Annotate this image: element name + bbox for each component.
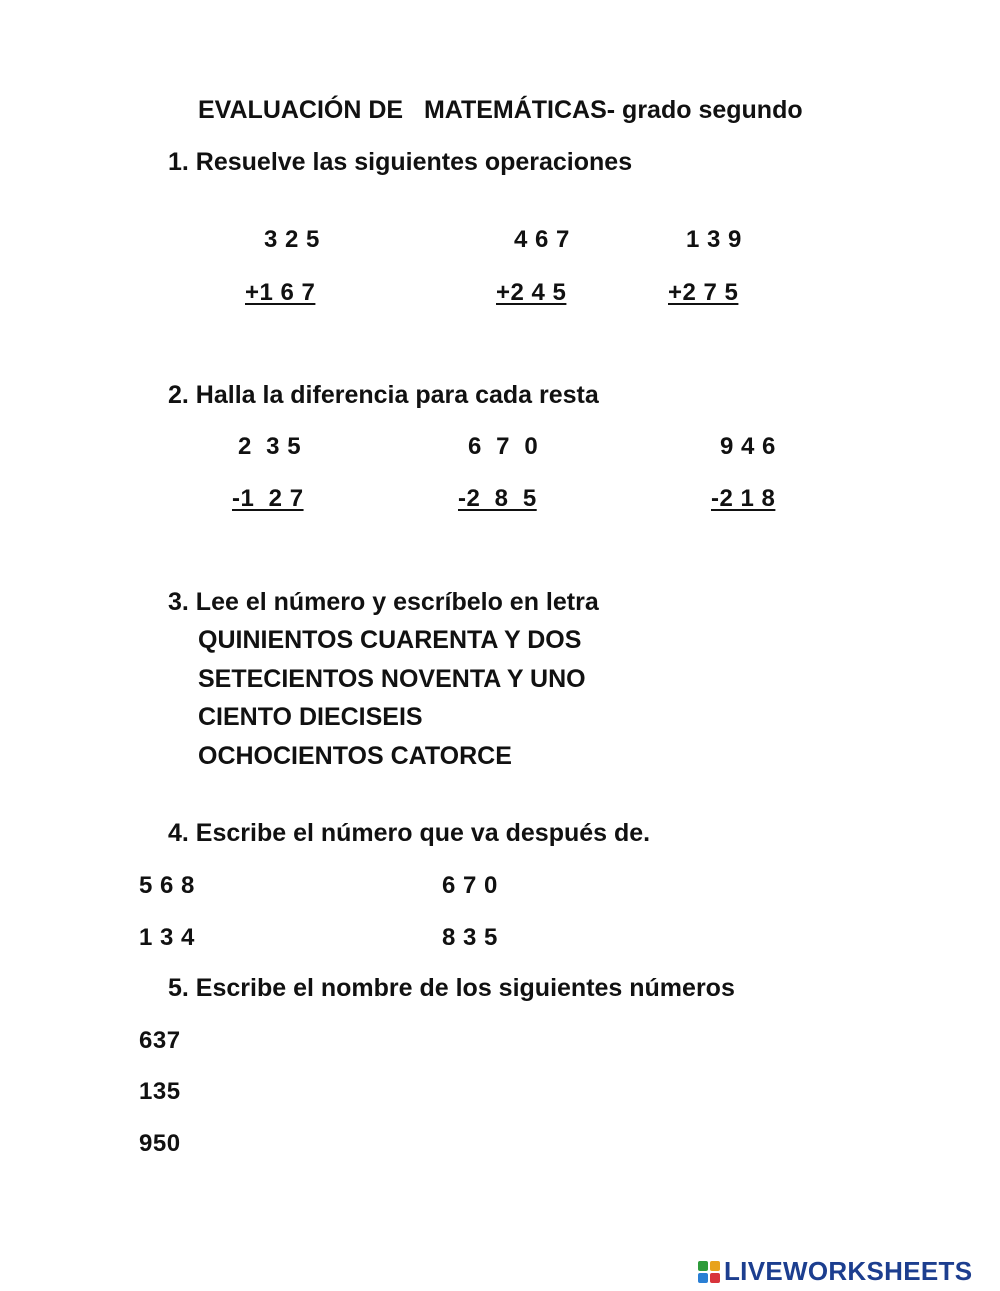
page-title: EVALUACIÓN DE MATEMÁTICAS- grado segundo — [198, 96, 803, 124]
number-to-name: 135 — [139, 1078, 181, 1105]
logo-block — [710, 1273, 720, 1283]
subtraction-3-top: 9 4 6 — [720, 433, 776, 460]
brand-name: LIVEWORKSHEETS — [724, 1256, 973, 1286]
liveworksheets-logo — [698, 1256, 972, 1287]
section-1-heading: 1. Resuelve las siguientes operaciones — [168, 148, 633, 176]
subtraction-1-bottom: -1 2 7 — [232, 485, 304, 512]
successor-number: 6 7 0 — [442, 872, 498, 899]
number-words-item: QUINIENTOS CUARENTA Y DOS — [198, 626, 582, 654]
logo-block — [710, 1261, 720, 1271]
logo-block — [698, 1261, 708, 1271]
addition-1-bottom: +1 6 7 — [245, 279, 316, 306]
addition-2-top: 4 6 7 — [514, 226, 570, 253]
section-5-heading: 5. Escribe el nombre de los siguientes números — [168, 974, 735, 1002]
section-3-heading: 3. Lee el número y escríbelo en letra — [168, 588, 599, 616]
number-words-item: OCHOCIENTOS CATORCE — [198, 742, 512, 770]
successor-number: 5 6 8 — [139, 872, 195, 899]
successor-number: 8 3 5 — [442, 924, 498, 951]
addition-3-top: 1 3 9 — [686, 226, 742, 253]
number-words-item: CIENTO DIECISEIS — [198, 703, 423, 731]
number-to-name: 637 — [139, 1027, 181, 1054]
addition-1-top: 3 2 5 — [264, 226, 320, 253]
number-words-item: SETECIENTOS NOVENTA Y UNO — [198, 665, 586, 693]
successor-number: 1 3 4 — [139, 924, 195, 951]
section-2-heading: 2. Halla la diferencia para cada resta — [168, 381, 599, 409]
section-4-heading: 4. Escribe el número que va después de. — [168, 819, 651, 847]
addition-2-bottom: +2 4 5 — [496, 279, 567, 306]
number-to-name: 950 — [139, 1130, 181, 1157]
subtraction-3-bottom: -2 1 8 — [711, 485, 776, 512]
logo-blocks-icon — [698, 1261, 720, 1283]
logo-block — [698, 1273, 708, 1283]
addition-3-bottom: +2 7 5 — [668, 279, 739, 306]
subtraction-2-bottom: -2 8 5 — [458, 485, 537, 512]
subtraction-1-top: 2 3 5 — [238, 433, 302, 460]
subtraction-2-top: 6 7 0 — [468, 433, 539, 460]
